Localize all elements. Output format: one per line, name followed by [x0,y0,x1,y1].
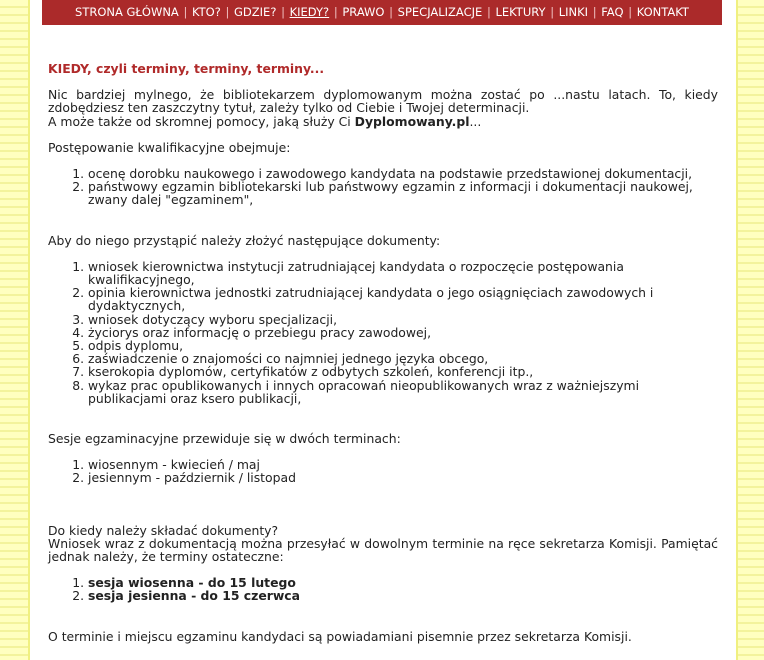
deadlines-question: Do kiedy należy składać dokumenty? [48,522,279,538]
deadline-spring: sesja wiosenna - do 15 lutego [88,575,296,591]
intro-ellipsis: ... [469,113,482,129]
page-title: KIEDY, czyli terminy, terminy, terminy... [48,61,325,76]
list-item: 1. wniosek kierownictwa instytucji zatrudniającej kandydata o rozpoczęcie postępowania kwalifikacyjnego, [88,260,718,286]
nav-separator: | [183,5,188,19]
list-item: 8. wykaz prac opublikowanych i innych opracowań nieopublikowanych wraz z ważniejszymi publikacjami oraz ksero publikacji, [88,379,718,405]
nav-separator: | [333,5,338,19]
page-container [28,0,738,660]
list-item: 4. życiorys oraz informację o przebiegu pracy zawodowej, [88,326,718,339]
nav-link-when[interactable]: KIEDY? [289,5,330,19]
deadline-autumn: sesja jesienna - do 15 czerwca [88,588,301,604]
deadlines-list [48,576,718,602]
list-item: 2. opinia kierownictwa jednostki zatrudniającej kandydata o jego osiągnięciach zawodowych i dydaktycznych, [88,286,718,312]
sessions-list [48,458,718,484]
list-item: 5. odpis dyplomu, [88,339,718,352]
intro-text: Nic bardziej mylnego, że bibliotekarzem dyplomowanym można zostać po ...nastu latach. To, kiedy zdobędziesz ten zaszczytny tytuł, zależy tylko od Ciebie i Twojej determinacji. [48,87,718,116]
nav-link-law[interactable]: PRAWO [342,5,385,19]
nav-link-faq[interactable]: FAQ [601,5,624,19]
list-item: 1. ocenę dorobku naukowego i zawodowego kandydata na podstawie przedstawionej dokumentacji, [88,167,718,180]
documents-heading: Aby do niego przystąpić należy złożyć następujące dokumenty: [48,232,441,248]
nav-separator: | [486,5,491,19]
footer-note: O terminie i miejscu egzaminu kandydaci są powiadamiani pisemnie przez sekretarza Komisji. [48,628,632,644]
nav-separator: | [592,5,597,19]
procedure-heading: Postępowanie kwalifikacyjne obejmuje: [48,139,291,155]
top-navigation [42,0,722,25]
nav-link-specializations[interactable]: SPECJALIZACJE [397,5,483,19]
deadlines-text: Wniosek wraz z dokumentacją można przesyłać w dowolnym terminie na ręce sekretarza Komisji. Pamiętać jednak należy, że terminy ostateczne: [48,535,718,565]
nav-link-links[interactable]: LINKI [558,5,589,19]
nav-link-who[interactable]: KTO? [191,5,221,19]
nav-link-where[interactable]: GDZIE? [234,5,277,19]
nav-separator: | [281,5,285,19]
procedure-list [48,167,718,207]
list-item: 3. wniosek dotyczący wyboru specjalizacji, [88,313,718,326]
sessions-heading: Sesje egzaminacyjne przewiduje się w dwóch terminach: [48,431,401,447]
nav-link-contact[interactable]: KONTAKT [636,5,689,19]
intro-paragraph [48,88,718,128]
brand-name: Dyplomowany.pl [354,113,470,129]
nav-separator: | [225,5,230,19]
nav-link-home[interactable]: STRONA GŁÓWNA [75,5,179,19]
nav-link-readings[interactable]: LEKTURY [495,5,546,19]
nav-separator: | [628,5,633,19]
deadlines-paragraph [48,524,718,564]
list-item [88,589,718,602]
documents-list [48,260,718,405]
list-item: 2. jesiennym - październik / listopad [88,471,718,484]
list-item: 6. zaświadczenie o znajomości co najmniej jednego języka obcego, [88,352,718,365]
list-item: 1. wiosennym - kwiecień / maj [88,458,718,471]
intro-text-2: A może także od skromnej pomocy, jaką służy Ci [48,113,355,129]
list-item: 7. kserokopia dyplomów, certyfikatów z odbytych szkoleń, konferencji itp., [88,365,718,378]
list-item: 2. państwowy egzamin bibliotekarski lub państwowy egzamin z informacji i dokumentacji naukowej, zwany dalej "egzaminem", [88,180,718,206]
nav-separator: | [550,5,555,19]
main-content [48,62,718,656]
nav-separator: | [389,5,394,19]
